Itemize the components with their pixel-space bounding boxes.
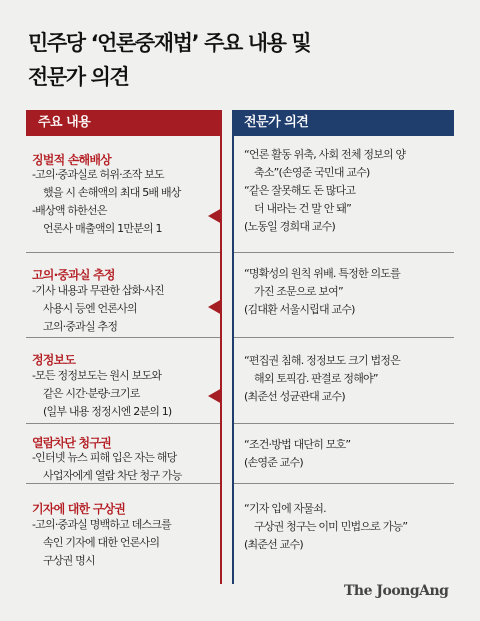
category-title: 징벌적 손해배상 [32, 153, 111, 167]
header-main-content: 주요 내용 [26, 110, 222, 136]
content-row [26, 424, 220, 484]
content-row [26, 338, 220, 424]
page-title [28, 26, 458, 94]
content-row [26, 253, 220, 338]
main-content-column [26, 136, 222, 584]
header-expert-opinion: 전문가 의견 [232, 110, 454, 136]
opinion-text: “명확성의 원칙 위배. 특정한 의도를 가진 조문으로 보여” (김대환 서울시립대 교수) [244, 267, 400, 316]
title-line-2: 전문가 의견 [28, 65, 129, 89]
bullet-list [32, 166, 218, 238]
opinion-row [234, 424, 454, 484]
opinion-row [234, 253, 454, 338]
arrow-pointer-icon [208, 388, 222, 404]
opinion-row [234, 136, 454, 253]
opinion-row [234, 338, 454, 424]
arrow-pointer-icon [208, 299, 222, 315]
bullet-item: -모든 정정보도는 원시 보도와 같은 시간·분량·크기로 (일부 내용 정정시엔 2분의 1) [32, 369, 172, 418]
bullet-list [32, 282, 218, 336]
opinion-row [234, 484, 454, 584]
bullet-item: -인터넷 뉴스 피해 입은 자는 해당 사업자에게 열람 차단 청구 가능 [32, 451, 182, 482]
opinion-text: “기자 입에 자물쇠. 구상권 청구는 이미 민법으로 가능” (최준선 교수) [244, 502, 408, 551]
bullet-item: -고의·중과실 명백하고 데스크를 속인 기자에 대한 언론사의 구상권 명시 [32, 518, 171, 567]
arrow-pointer-icon [208, 208, 222, 224]
opinion-text: “언론 활동 위축, 사회 전체 정보의 양 축소”(손영준 국민대 교수) “같은 잘못해도 돈 많다고 더 내라는 건 말 안 돼” (노동일 경희대 교수) [244, 148, 406, 233]
bullet-list [32, 449, 218, 485]
title-line-1: 민주당 ‘언론중재법’ 주요 내용 및 [28, 31, 311, 55]
opinion-text: “편집권 침해. 정정보도 크기 법정은 해외 토픽감. 판결로 정해야” (최준선 성균관대 교수) [244, 354, 400, 403]
category-title: 열람차단 청구권 [32, 436, 111, 450]
bullet-list [32, 516, 218, 570]
category-title: 고의·중과실 추정 [32, 268, 115, 282]
opinion-text: “조건·방법 대단히 모호” (손영준 교수) [244, 438, 351, 469]
bullet-list [32, 367, 218, 421]
bullet-item: -기사 내용과 무관한 삽화·사진 사용시 등엔 언론사의 고의·중과실 추정 [32, 284, 164, 333]
expert-opinion-column [232, 136, 454, 584]
bullet-item: -고의·중과실로 허위·조작 보도 했을 시 손해액의 최대 5배 배상 [32, 168, 181, 199]
content-row [26, 136, 220, 253]
bullet-item: -배상액 하한선은 언론사 매출액의 1만분의 1 [32, 204, 162, 235]
brand-logo: The JoongAng [344, 583, 449, 599]
category-title: 정정보도 [32, 353, 76, 367]
category-title: 기자에 대한 구상권 [32, 502, 126, 516]
content-row [26, 484, 220, 584]
